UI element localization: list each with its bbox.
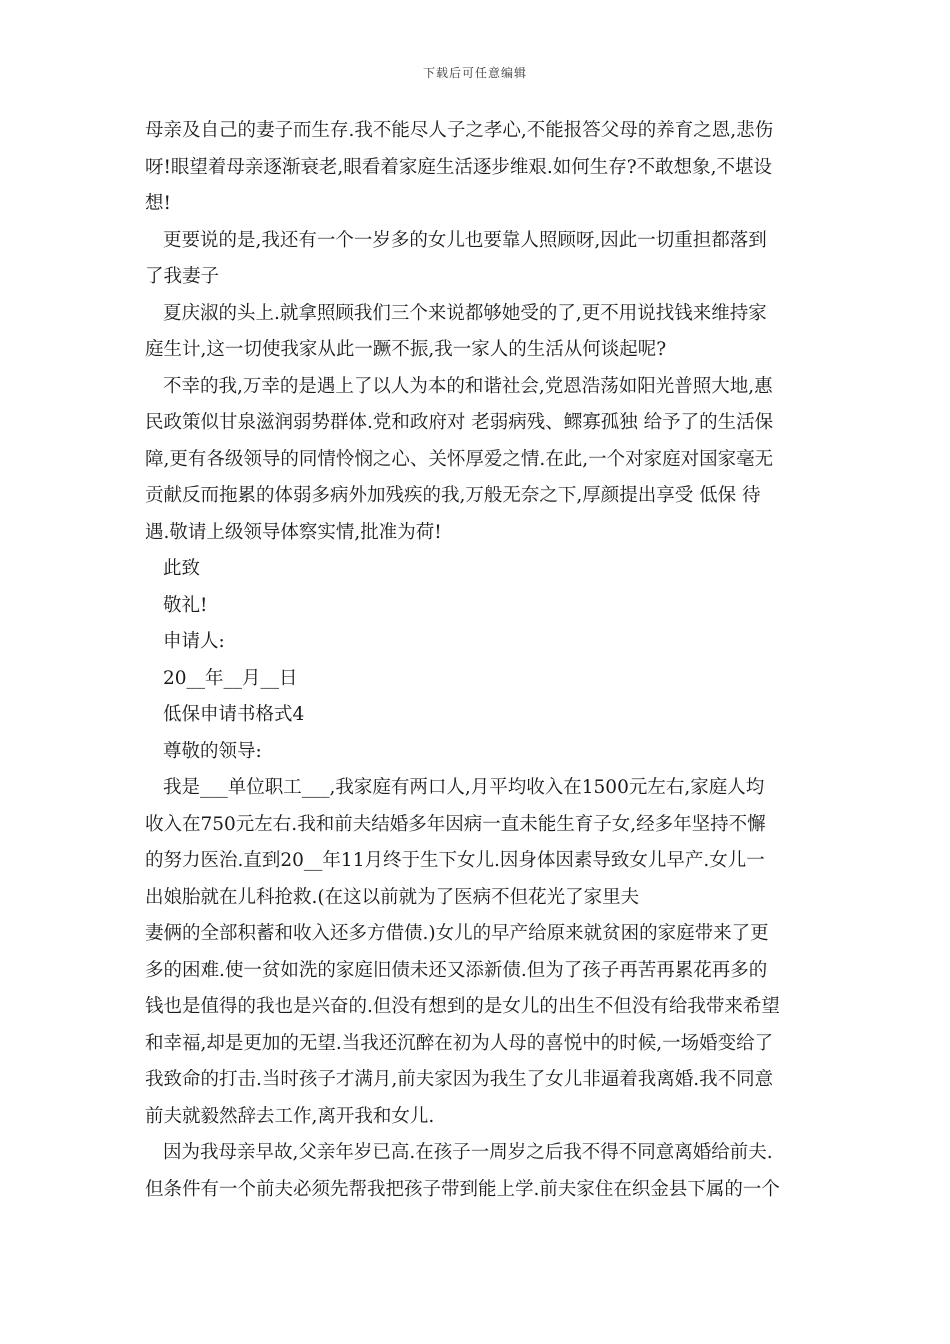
- text-line: 想!: [145, 193, 171, 214]
- text-line: 庭生计,这一切使我家从此一蹶不振,我一家人的生活从何谈起呢?: [145, 339, 667, 360]
- text-line: 夏庆淑的头上.就拿照顾我们三个来说都够她受的了,更不用说找钱来维持家: [163, 302, 767, 324]
- text-line: 出娘胎就在儿科抢救.(在这以前就为了医病不但花光了家里夫: [145, 886, 640, 908]
- text-line: 申请人:: [163, 631, 225, 652]
- text-line: 低保申请书格式4: [163, 704, 305, 725]
- text-line: 民政策似甘泉滋润弱势群体.党和政府对 老弱病残、鳏寡孤独 给予了的生活保: [145, 412, 774, 433]
- text-line: 但条件有一个前夫必须先帮我把孩子带到能上学.前夫家住在织金县下属的一个: [145, 1178, 780, 1200]
- text-line: 更要说的是,我还有一个一岁多的女儿也要靠人照顾呀,因此一切重担都落到: [163, 229, 767, 251]
- text-line: 的努力医治.直到20__年11月终于生下女儿.因身体因素导致女儿早产.女儿一: [145, 850, 765, 871]
- page-header: 下载后可任意编辑: [422, 66, 527, 80]
- text-line: 因为我母亲早故,父亲年岁已高.在孩子一周岁之后我不得不同意离婚给前夫.: [163, 1142, 773, 1163]
- document-body: [145, 113, 805, 1208]
- text-line: 了我妻子: [145, 266, 220, 287]
- text-line: 此致: [163, 558, 201, 579]
- text-line: 障,更有各级领导的同情怜悯之心、关怀厚爱之情.在此,一个对家庭对国家毫无: [145, 448, 774, 470]
- text-line: 遇.敬请上级领导体察实情,批准为荷!: [145, 521, 442, 543]
- text-line: 不幸的我,万幸的是遇上了以人为本的和谐社会,党恩浩荡如阳光普照大地,惠: [163, 375, 773, 397]
- text-line: 我是___单位职工___,我家庭有两口人,月平均收入在1500元左右,家庭人均: [163, 777, 765, 798]
- text-line: 收入在750元左右.我和前夫结婚多年因病一直未能生育子女,经多年坚持不懈: [145, 813, 766, 835]
- text-line: 和幸福,却是更加的无望.当我还沉醉在初为人母的喜悦中的时候,一场婚变给了: [145, 1032, 774, 1054]
- text-line: 妻俩的全部积蓄和收入还多方借债.)女儿的早产给原来就贫困的家庭带来了更: [145, 923, 769, 944]
- text-line: 母亲及自己的妻子而生存.我不能尽人子之孝心,不能报答父母的养育之恩,悲伤: [145, 120, 774, 141]
- text-line: 尊敬的领导:: [163, 740, 262, 762]
- text-line: 前夫就毅然辞去工作,离开我和女儿.: [145, 1105, 435, 1127]
- text-line: 多的困难.使一贫如洗的家庭旧债未还又添新债.但为了孩子再苦再累花再多的: [145, 959, 768, 981]
- text-line: 我致命的打击.当时孩子才满月,前夫家因为我生了女儿非逼着我离婚.我不同意: [145, 1069, 774, 1090]
- text-line: 贡献反而拖累的体弱多病外加残疾的我,万般无奈之下,厚颜提出享受 低保 待: [145, 485, 761, 506]
- text-line: 呀!眼望着母亲逐渐衰老,眼看着家庭生活逐步维艰.如何生存?不敢想象,不堪设: [145, 156, 772, 178]
- text-line: 20__年__月__日: [163, 667, 298, 689]
- text-line: 敬礼!: [163, 594, 208, 616]
- text-line: 钱也是值得的我也是兴奋的.但没有想到的是女儿的出生不但没有给我带来希望: [145, 996, 780, 1017]
